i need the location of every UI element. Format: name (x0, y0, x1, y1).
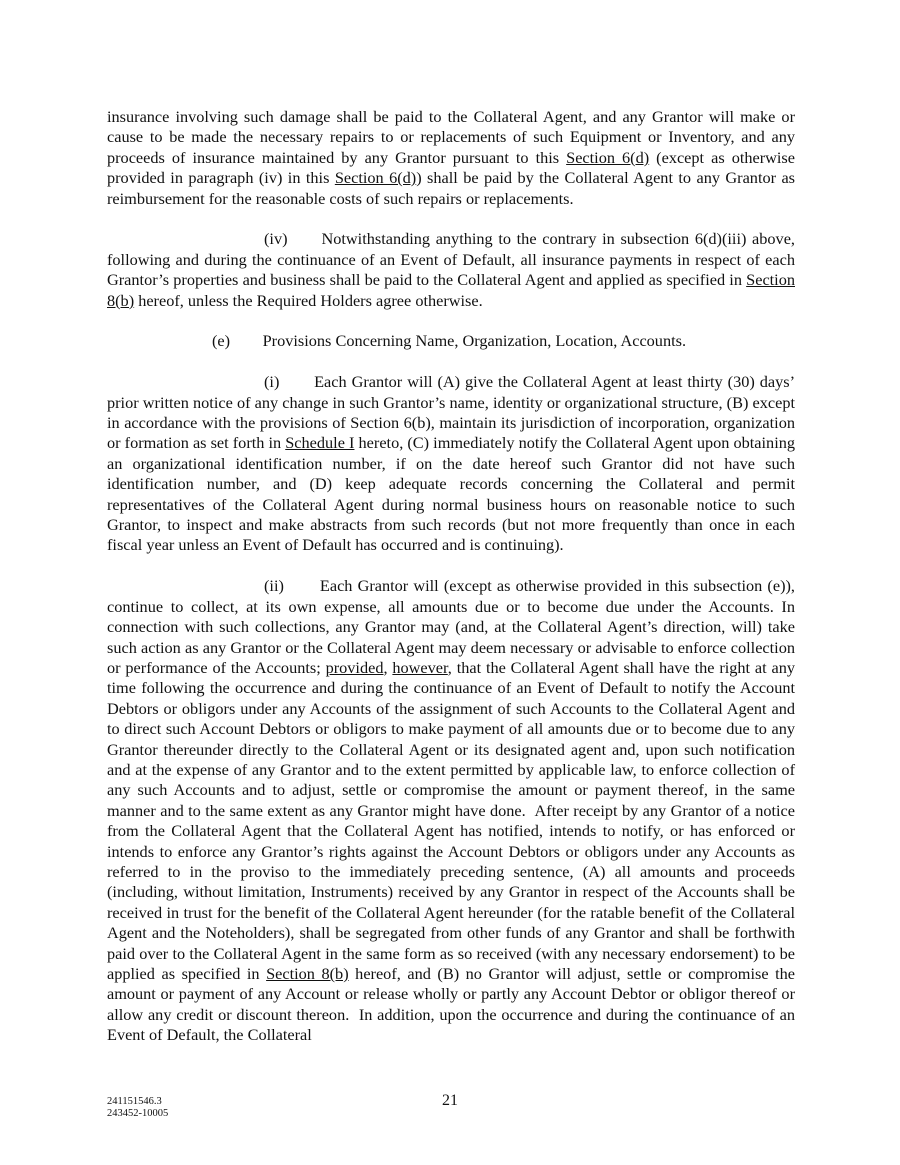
section-reference: Section 8(b) (266, 964, 349, 983)
document-body (107, 107, 795, 1066)
section-reference: Section 8(b) (107, 270, 795, 310)
doc-id-line-1: 241151546.3 (107, 1096, 162, 1107)
paragraph-ii: (ii) Each Grantor will (except as otherwise provided in this subsection (e)), continue to collect, at its own expense, all amounts due or to become due under the Accounts. In connection with such collections, any Grantor may (and, at the Collateral Agent’s direction, will) take such action as any Grantor or the Collateral Agent may deem necessary or advisable to enforce collection or performance of the Accounts; provided, however, that the Collateral Agent shall have the right at any time following the occurrence and during the continuance of an Event of Default to notify the Account Debtors or obligors under any Accounts of the assignment of such Accounts to the Collateral Agent and to direct such Account Debtors or obligors to make payment of all amounts due or to become due to any Grantor thereunder directly to the Collateral Agent or its designated agent and, upon such notification and at the expense of any Grantor and to the extent permitted by applicable law, to enforce collection of any such Accounts and to adjust, settle or compromise the amount or payment thereof, in the same manner and to the same extent as any Grantor might have done. After receipt by any Grantor of a notice from the Collateral Agent that the Collateral Agent has notified, intends to notify, or has enforced or intends to enforce any Grantor’s rights against the Account Debtors or obligors under any Accounts as referred to in the proviso to the immediately preceding sentence, (A) all amounts and proceeds (including, without limitation, Instruments) received by any Grantor in respect of the Accounts shall be received in trust for the benefit of the Collateral Agent hereunder (for the ratable benefit of the Collateral Agent and the Noteholders), shall be segregated from other funds of any Grantor and shall be forthwith paid over to the Collateral Agent in the same form as so received (with any necessary endorsement) to be applied as specified in Section 8(b) hereof, and (B) no Grantor will adjust, settle or compromise the amount or payment of any Account or release wholly or partly any Account Debtor or obligor thereof or allow any credit or discount thereon. In addition, upon the occurrence and during the continuance of an Event of Default, the Collateral (107, 576, 796, 1045)
schedule-reference: Schedule I (285, 433, 355, 453)
doc-id-line-2: 243452-10005 (107, 1108, 169, 1119)
subsection-heading-e: (e) Provisions Concerning Name, Organization, Location, Accounts. (212, 331, 687, 351)
however-term: however (392, 657, 448, 677)
section-reference: Section 6(d) (566, 147, 650, 167)
paragraph-i: (i) Each Grantor will (A) give the Collateral Agent at least thirty (30) days’ prior written notice of any change in such Grantor’s name, identity or organizational structure, (B) except in accordance with the provisions of Section 6(b), maintain its jurisdiction of incorporation, organization or formation as set forth in Schedule I hereto, (C) immediately notify the Collateral Agent upon obtaining an organizational identification number, if on the date hereof such Grantor did not have such identification number, and (D) keep adequate records concerning the Collateral and permit representatives of the Collateral Agent during normal business hours on reasonable notice to such Grantor, to inspect and make abstracts from such records (but not more frequently than once in each fiscal year unless an Event of Default has occurred and is continuing). (107, 372, 795, 555)
page-number: 21 (442, 1092, 458, 1109)
provided-term: provided (325, 657, 384, 677)
paragraph-iv: (iv) Notwithstanding anything to the contrary in subsection 6(d)(iii) above, following and during the continuance of an Event of Default, all insurance payments in respect of each Grantor’s properties and business shall be paid to the Collateral Agent and applied as specified in Section 8(b) hereof, unless the Required Holders agree otherwise. (107, 229, 795, 310)
paragraph-insurance-repairs: insurance involving such damage shall be paid to the Collateral Agent, and any Grantor will make or cause to be made the necessary repairs to or replacements of such Equipment or Inventory, and any proceeds of insurance maintained by any Grantor pursuant to this Section 6(d) (except as otherwise provided in paragraph (iv) in this Section 6(d)) shall be paid by the Collateral Agent to any Grantor as reimbursement for the reasonable costs of such repairs or replacements. (107, 107, 796, 208)
section-reference: Section 6(d) (334, 168, 417, 188)
